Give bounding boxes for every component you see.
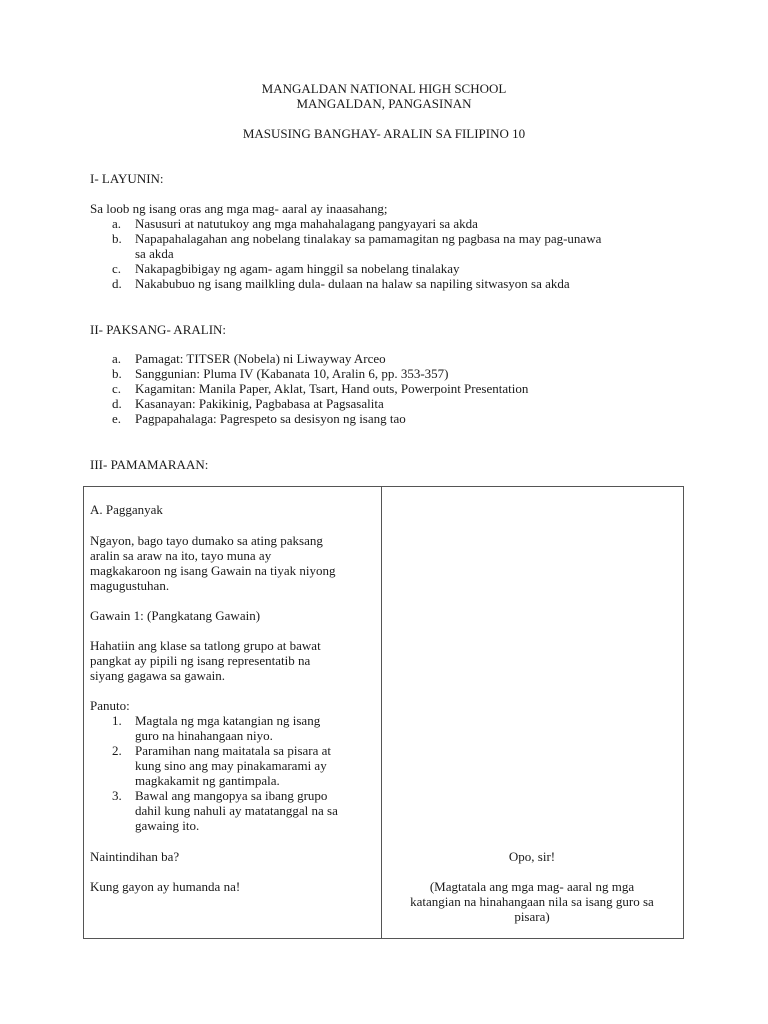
student-note-line: katangian na hinahangaan nila sa isang guro sa: [410, 894, 654, 909]
student-note-line: (Magtatala ang mga mag- aaral ng mga: [429, 879, 635, 894]
pagganyak-heading: A. Pagganyak: [90, 502, 163, 517]
list-item: Pagpapahalaga: Pagrespeto sa desisyon ng isang tao: [135, 411, 406, 426]
panuto-item: Magtala ng mga katangian ng isang: [135, 713, 321, 728]
teacher-closing: Kung gayon ay humanda na!: [90, 879, 241, 894]
teacher-intro-line: Ngayon, bago tayo dumako sa ating paksang: [90, 533, 323, 548]
list-marker: d.: [112, 396, 122, 411]
list-item: Nakabubuo ng isang mailkling dula- dulaan na halaw sa napiling sitwasyon sa akda: [135, 276, 570, 291]
list-item: Kagamitan: Manila Paper, Aklat, Tsart, Hand outs, Powerpoint Presentation: [135, 381, 529, 396]
panuto-number: 3.: [112, 788, 122, 803]
panuto-label: Panuto:: [90, 698, 130, 713]
section-heading-layunin: I- LAYUNIN:: [90, 171, 164, 186]
list-marker: d.: [112, 276, 122, 291]
panuto-item: Paramihan nang maitatala sa pisara at: [135, 743, 332, 758]
list-marker: c.: [112, 261, 122, 276]
list-marker: a.: [112, 351, 122, 366]
list-marker: b.: [112, 366, 122, 381]
list-item: Kasanayan: Pakikinig, Pagbabasa at Pagsasalita: [135, 396, 384, 411]
student-note-line: pisara): [514, 909, 550, 924]
panuto-item: dahil kung nahuli ay matatanggal na sa: [135, 803, 338, 818]
list-marker: b.: [112, 231, 122, 246]
panuto-item: magkakamit ng gantimpala.: [135, 773, 280, 788]
list-item: Sanggunian: Pluma IV (Kabanata 10, Aralin 6, pp. 353-357): [135, 366, 449, 381]
instruction-line: Hahatiin ang klase sa tatlong grupo at bawat: [90, 638, 321, 653]
teacher-intro-line: aralin sa araw na ito, tayo muna ay: [90, 548, 272, 563]
panuto-item: guro na hinahangaan niyo.: [135, 728, 273, 743]
teacher-intro-line: magkakaroon ng isang Gawain na tiyak niyong: [90, 563, 336, 578]
list-marker: a.: [112, 216, 122, 231]
list-item: Pamagat: TITSER (Nobela) ni Liwayway Arceo: [135, 351, 386, 366]
list-item-continued: sa akda: [135, 246, 174, 261]
section-heading-paksang-aralin: II- PAKSANG- ARALIN:: [90, 322, 227, 337]
instruction-line: siyang gagawa sa gawain.: [90, 668, 226, 683]
panuto-item: kung sino ang may pinakamarami ay: [135, 758, 327, 773]
list-marker: e.: [112, 411, 122, 426]
table-column-divider: [381, 487, 382, 938]
list-item: Napapahalagahan ang nobelang tinalakay sa pamamagitan ng pagbasa na may pag-unawa: [135, 231, 602, 246]
school-location: MANGALDAN, PANGASINAN: [296, 96, 472, 111]
teacher-question: Naintindihan ba?: [90, 849, 180, 864]
gawain-title: Gawain 1: (Pangkatang Gawain): [90, 608, 261, 623]
instruction-line: pangkat ay pipili ng isang representatib na: [90, 653, 311, 668]
layunin-intro: Sa loob ng isang oras ang mga mag- aaral ay inaasahang;: [90, 201, 388, 216]
panuto-item: Bawal ang mangopya sa ibang grupo: [135, 788, 328, 803]
panuto-number: 2.: [112, 743, 122, 758]
panuto-item: gawaing ito.: [135, 818, 200, 833]
panuto-number: 1.: [112, 713, 122, 728]
student-answer: Opo, sir!: [508, 849, 556, 864]
list-item: Nakapagbibigay ng agam- agam hinggil sa nobelang tinalakay: [135, 261, 460, 276]
section-heading-pamamaraan: III- PAMAMARAAN:: [90, 457, 209, 472]
school-name: MANGALDAN NATIONAL HIGH SCHOOL: [261, 81, 507, 96]
list-marker: c.: [112, 381, 122, 396]
list-item: Nasusuri at natutukoy ang mga mahahalagang pangyayari sa akda: [135, 216, 478, 231]
document-title: MASUSING BANGHAY- ARALIN SA FILIPINO 10: [242, 126, 526, 141]
teacher-intro-line: magugustuhan.: [90, 578, 170, 593]
